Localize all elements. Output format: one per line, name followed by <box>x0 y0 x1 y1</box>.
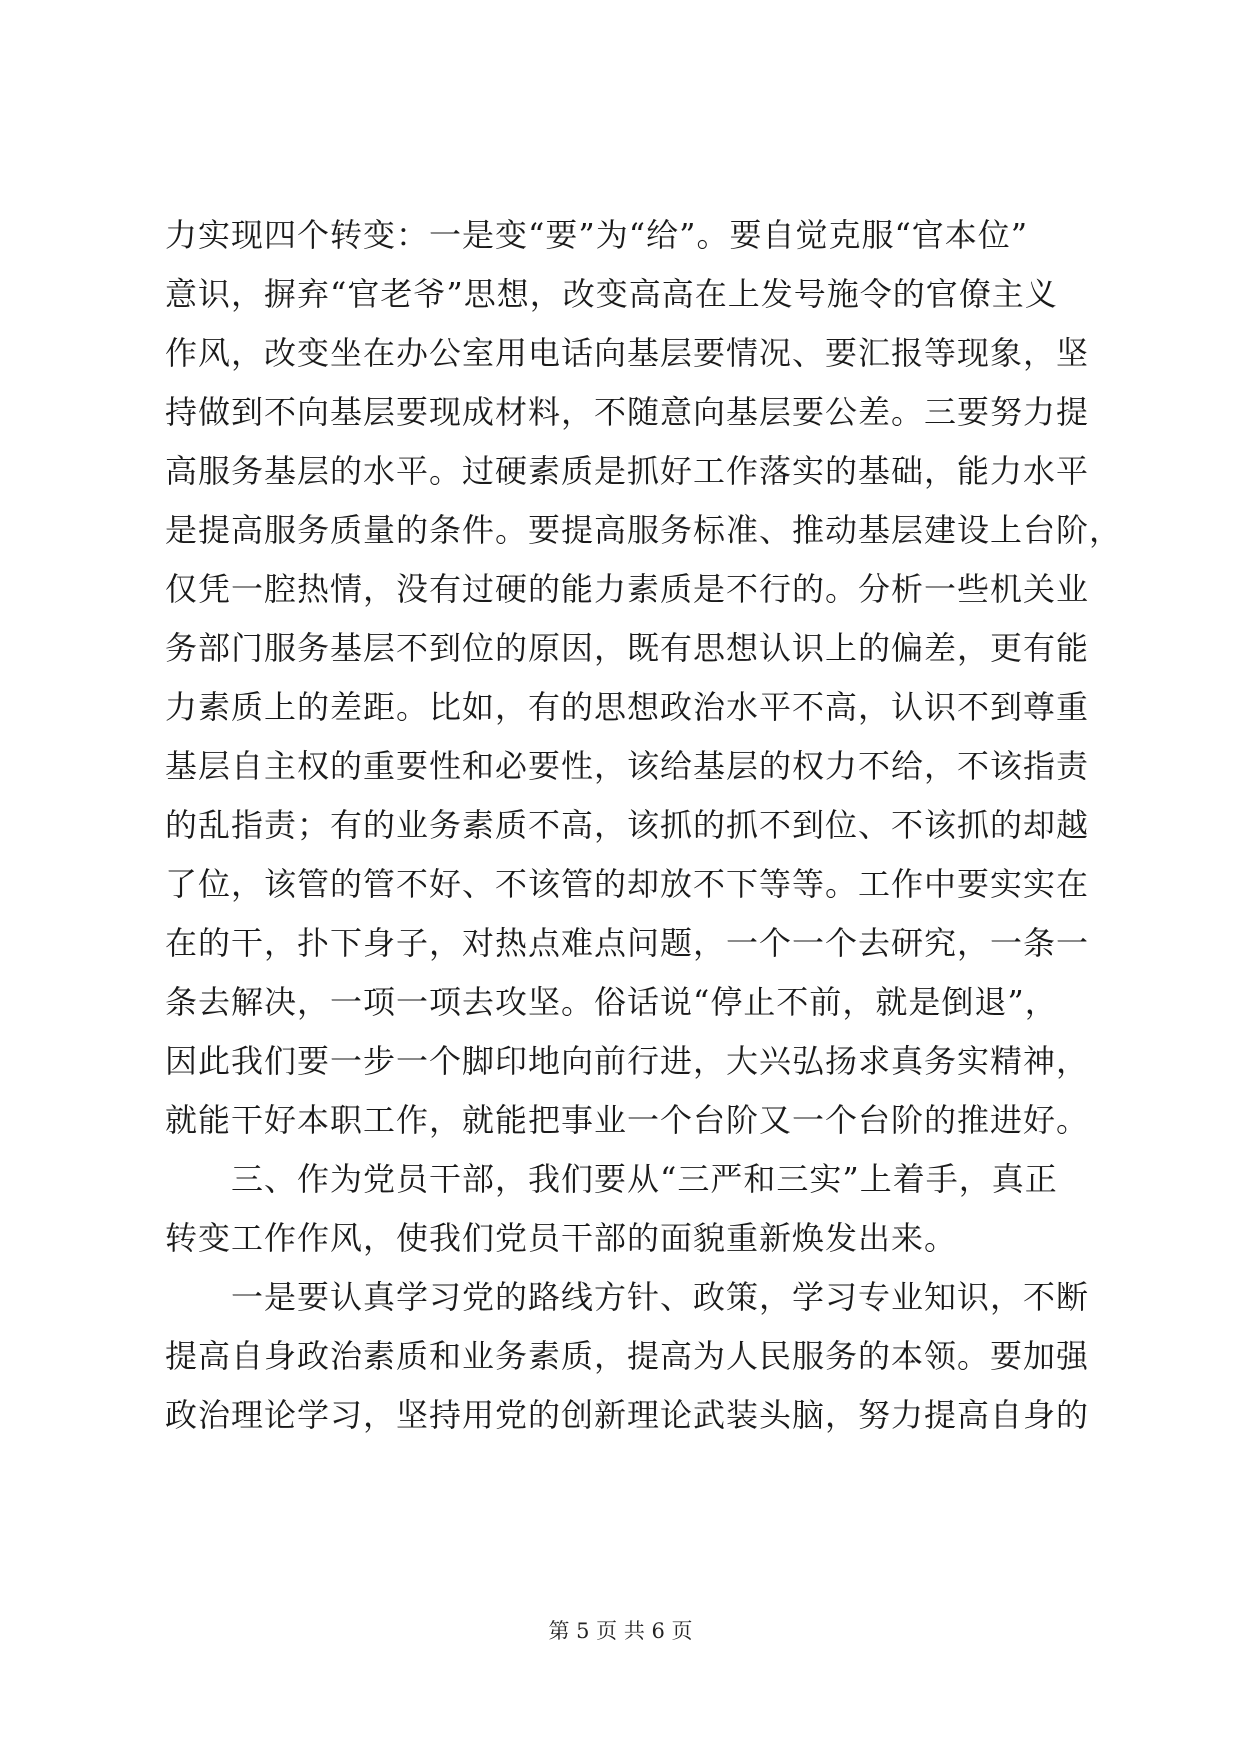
text-line: 力素质上的差距。比如，有的思想政治水平不高，认识不到尊重 <box>165 688 1090 726</box>
text-line: 持做到不向基层要现成材料，不随意向基层要公差。三要努力提 <box>165 393 1090 431</box>
text-line: 了位，该管的管不好、不该管的却放不下等等。工作中要实实在 <box>165 865 1090 903</box>
text-line: 力实现四个转变：一是变“要”为“给”。要自觉克服“官本位” <box>165 216 1029 254</box>
paragraph-start-line: 一是要认真学习党的路线方针、政策，学习专业知识，不断 <box>165 1278 1090 1316</box>
text-line: 政治理论学习，坚持用党的创新理论武装头脑，努力提高自身的 <box>165 1396 1090 1434</box>
text-line: 务部门服务基层不到位的原因，既有思想认识上的偏差，更有能 <box>165 629 1090 667</box>
text-line: 仅凭一腔热情，没有过硬的能力素质是不行的。分析一些机关业 <box>165 570 1090 608</box>
text-line: 条去解决，一项一项去攻坚。俗话说“停止不前，就是倒退”， <box>165 983 1058 1021</box>
text-line: 基层自主权的重要性和必要性，该给基层的权力不给，不该指责 <box>165 747 1090 785</box>
text-line: 的乱指责；有的业务素质不高，该抓的抓不到位、不该抓的却越 <box>165 806 1090 844</box>
text-line: 是提高服务质量的条件。要提高服务标准、推动基层建设上台阶， <box>165 511 1123 549</box>
text-line: 在的干，扑下身子，对热点难点问题，一个一个去研究，一条一 <box>165 924 1090 962</box>
text-line: 转变工作作风，使我们党员干部的面貌重新焕发出来。 <box>165 1219 958 1257</box>
body-text <box>165 206 1123 1445</box>
text-line: 因此我们要一步一个脚印地向前行进，大兴弘扬求真务实精神， <box>165 1042 1090 1080</box>
text-line: 高服务基层的水平。过硬素质是抓好工作落实的基础，能力水平 <box>165 452 1090 490</box>
page-number-footer: 第 5 页 共 6 页 <box>548 1619 693 1643</box>
text-line: 意识，摒弃“官老爷”思想，改变高高在上发号施令的官僚主义 <box>165 275 1058 313</box>
text-line: 就能干好本职工作，就能把事业一个台阶又一个台阶的推进好。 <box>165 1101 1090 1139</box>
text-line: 提高自身政治素质和业务素质，提高为人民服务的本领。要加强 <box>165 1337 1090 1375</box>
section-heading-line: 三、作为党员干部，我们要从“三严和三实”上着手，真正 <box>165 1160 1058 1198</box>
text-line: 作风，改变坐在办公室用电话向基层要情况、要汇报等现象，坚 <box>165 334 1090 372</box>
